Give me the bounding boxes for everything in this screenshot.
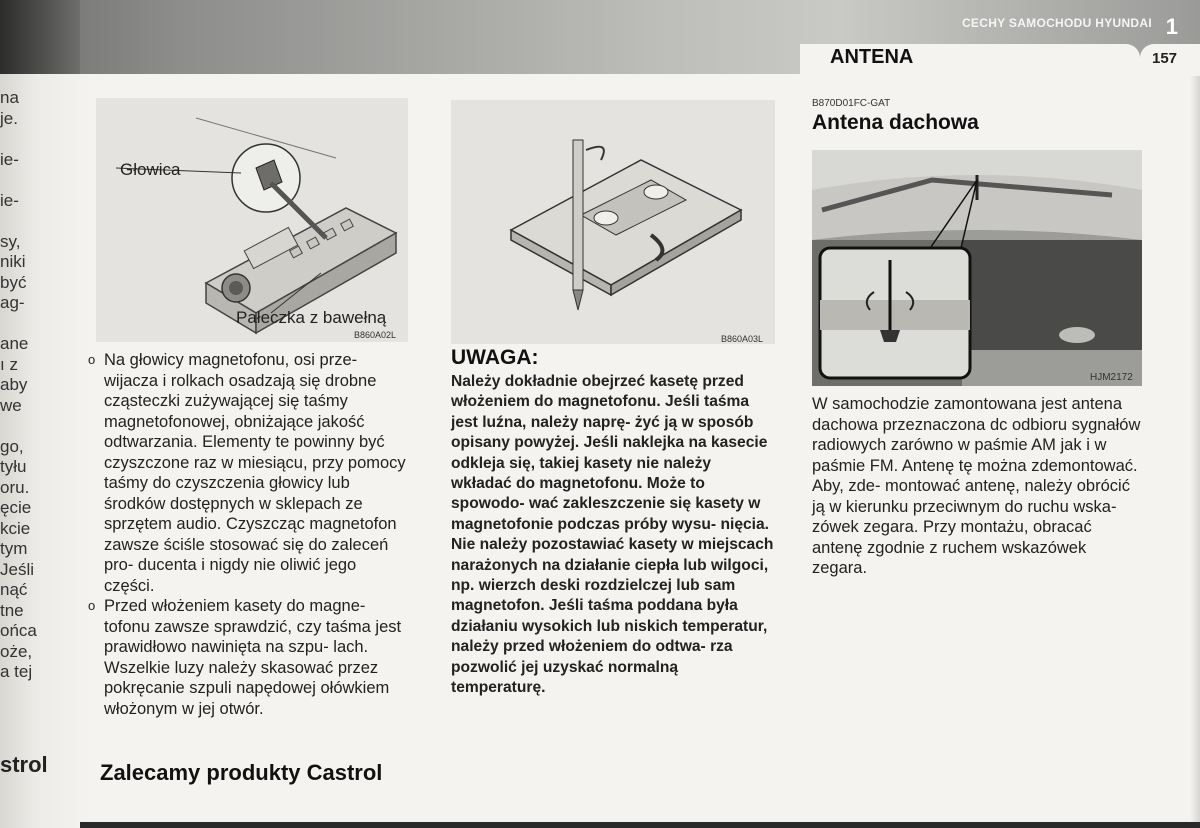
previous-page-line: oże, [0,641,33,661]
warning-paragraph: Nie należy pozostawiać kasety w miejscach narażonych na działanie ciepła lub wilgoci, np. wierzch deski rozdzielczej lub sam magnetofon. Jeśli taśma poddana była działaniu wysokich lub niskich temperatur, należy przed włożeniem do odtwa- rza pozwolić jej uzyskać normalną temperaturę. [451,536,774,697]
left-column-text [88,350,408,719]
bullet-mark: o [88,352,96,367]
previous-page-fragment [0,88,70,683]
figure-cassette-head [96,98,408,342]
figure-code: B860A03L [721,334,764,344]
previous-page-line: je. [0,108,18,128]
bullet-text: Przed włożeniem kasety do magne- tofonu zawsze sprawdzić, czy taśma jest prawidłowo nawinięta na szpu- lach. Wszelkie luzy należy skasować przez pokręcanie szpuli napędowej ołówkiem włożonym w jej otwór. [104,597,402,718]
previous-page-line: aby [0,375,28,394]
chapter-title: CECHY SAMOCHODU HYUNDAI [961,16,1152,30]
figure-cassette-pencil [451,100,775,344]
label-cotton-stick: Pałeczka z bawełną [236,308,387,327]
figure-code: HJM2172 [1090,372,1133,383]
bottom-edge [80,822,1200,828]
cassette-player-illustration [96,98,408,342]
previous-page-line: ane [0,334,29,353]
previous-page-line: na [0,88,19,107]
figure-code: B860A02L [354,330,397,340]
section-title: ANTENA [830,46,914,68]
previous-page-line: ie- [0,149,19,169]
castrol-heading: Zalecamy produkty Castrol [100,760,383,785]
page-edge-shadow [1190,70,1200,828]
section-code: B870D01FC-GAT [812,98,891,109]
previous-page-line: być [0,272,27,292]
bullet-item [88,596,408,719]
previous-page-line: a tej [0,662,33,681]
previous-page-line: tyłu [0,457,27,476]
previous-page-line: nąć [0,580,28,599]
previous-page-line [0,314,70,335]
chapter-number: 1 [1165,14,1178,39]
roof-antenna-illustration [812,150,1142,386]
bullet-mark: o [88,598,96,613]
previous-page-line [0,129,70,150]
previous-page-line: kcie [0,518,31,538]
previous-page-line: ag- [0,293,25,312]
warning-title: UWAGA: [451,346,539,369]
page-number: 157 [1152,50,1178,67]
previous-page-line [0,211,70,232]
previous-page-line: tne [0,600,24,620]
label-head: Głowica [120,160,181,179]
cassette-pencil-illustration [451,100,775,344]
previous-page-line: tym [0,539,28,558]
previous-page-line: we [0,395,22,415]
previous-page-line: oru. [0,477,30,497]
previous-page-line [0,170,70,191]
warning-paragraph: Należy dokładnie obejrzeć kasetę przed włożeniem do magnetofonu. Jeśli taśma jest luźna, należy naprę- żyć ją w sposób opisany powyżej. Jeśli naklejka na kasecie odkleja się, takiej kasety nie należy wkładać do magnetofonu. Może to spowodo- wać zakleszczenie się kasety w magnetofonie podczas próby wysu- nięcia. [451,373,769,533]
previous-page-line: ońca [0,621,37,640]
previous-page-line: ı z [0,354,18,374]
previous-page-line: Jeśli [0,559,35,579]
bullet-item [88,350,408,596]
previous-page-line: ie- [0,190,19,210]
warning-body [451,372,776,699]
subsection-title: Antena dachowa [812,111,979,134]
antenna-paragraph: W samochodzie zamontowana jest antena dachowa przeznaczona dc odbioru sygnałów radiowych zarówno w paśmie AM jak i w paśmie FM. Antenę tę można zdemontować. Aby, zde- montować antenę, należy obrócić ją w kierunku przeciwnym do ruchu wska- zówek zegara. Przy montażu, obracać antenę zgodnie z ruchem wskazówek zegara. [812,395,1141,577]
previous-page-line: go, [0,436,24,456]
previous-page-heading-fragment: strol [0,752,48,777]
previous-page-line: sy, [0,231,21,251]
figure-roof-antenna [812,150,1142,386]
previous-page-line: ęcie [0,498,32,517]
bullet-text: Na głowicy magnetofonu, osi prze- wijacza i rolkach osadzają się drobne cząsteczki zużywającej się taśmy magnetofonowej, obniżające jakość odtwarzania. Elementy te powinny być czyszczone raz w miesiącu, przy pomocy taśmy do czyszczenia głowicy lub środków dostępnych w sklepach ze sprzętem audio. Czyszcząc magnetofon zawsze ściśle stosować się do zaleceń pro- ducenta i nigdy nie oliwić jego części. [104,351,406,595]
header-left-dark [0,0,80,74]
right-column-text [812,394,1142,579]
previous-page-line [0,416,70,437]
previous-page-line: niki [0,252,26,271]
